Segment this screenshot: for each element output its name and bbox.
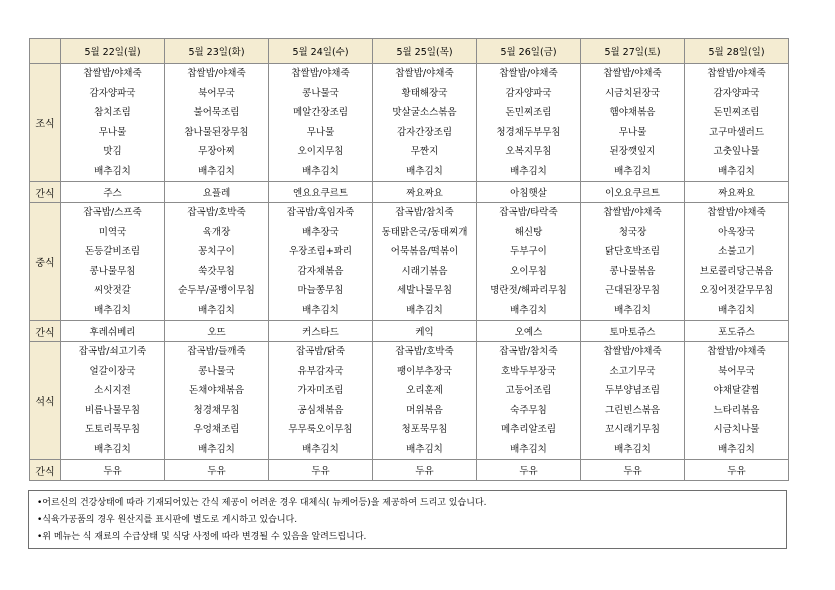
menu-item-list bbox=[581, 342, 684, 459]
menu-item: 무나물 bbox=[306, 126, 335, 138]
menu-item: 콩나물국 bbox=[198, 365, 235, 377]
menu-item: 잡곡밥/흑임자죽 bbox=[286, 207, 355, 218]
snack-cell: 짜요짜요 bbox=[685, 182, 789, 203]
menu-item: 숙주무침 bbox=[510, 404, 547, 416]
menu-item: 느타리볶음 bbox=[713, 404, 760, 416]
menu-item-list bbox=[373, 342, 476, 459]
menu-item: 유부감자국 bbox=[297, 365, 344, 377]
menu-item-list bbox=[685, 64, 788, 181]
menu-item: 배추김치 bbox=[406, 304, 443, 316]
meal-cell bbox=[61, 64, 165, 182]
menu-item: 잡곡밥/닭죽 bbox=[295, 346, 346, 357]
menu-item: 머위볶음 bbox=[406, 404, 443, 416]
menu-item: 해신탕 bbox=[514, 226, 543, 238]
menu-item: 콩나물볶음 bbox=[609, 265, 656, 277]
snack-cell: 두유 bbox=[269, 460, 373, 481]
menu-item-list bbox=[165, 342, 268, 459]
menu-item: 배추김치 bbox=[198, 165, 235, 177]
menu-item: 그린빈스볶음 bbox=[604, 404, 661, 416]
snack-row bbox=[30, 321, 789, 342]
menu-item: 무짠지 bbox=[410, 146, 439, 157]
menu-item-list bbox=[581, 64, 684, 181]
menu-item-list bbox=[685, 342, 788, 459]
meal-category-label: 석식 bbox=[30, 342, 61, 460]
menu-item: 배추김치 bbox=[718, 304, 755, 316]
meal-cell bbox=[581, 203, 685, 321]
menu-item: 감자채볶음 bbox=[297, 265, 344, 277]
menu-item: 우엉채조림 bbox=[193, 424, 240, 435]
menu-item-list bbox=[61, 64, 164, 181]
menu-item: 찹쌀밥/야채죽 bbox=[603, 207, 662, 218]
notes-box bbox=[28, 490, 787, 549]
menu-item: 무나물 bbox=[98, 126, 127, 138]
menu-item: 꼬시래기무침 bbox=[604, 424, 661, 435]
menu-item: 우장조림+꽈리 bbox=[288, 246, 353, 257]
menu-item-list bbox=[373, 64, 476, 181]
menu-item: 배추김치 bbox=[510, 304, 547, 316]
menu-item: 배추김치 bbox=[614, 443, 651, 455]
snack-cell: 후레쉬베리 bbox=[61, 321, 165, 342]
menu-item: 메추리알조림 bbox=[500, 424, 557, 435]
menu-item: 팽이부추장국 bbox=[396, 365, 453, 377]
menu-item-list bbox=[269, 64, 372, 181]
menu-item: 육개장 bbox=[202, 226, 231, 238]
menu-item: 시금치된장국 bbox=[604, 87, 661, 99]
menu-item-list bbox=[581, 203, 684, 320]
meal-cell bbox=[685, 203, 789, 321]
day-header: 5월 24일(수) bbox=[269, 39, 373, 64]
snack-cell: 두유 bbox=[685, 460, 789, 481]
menu-item-list bbox=[165, 64, 268, 181]
menu-item: 찹쌀밥/야채죽 bbox=[707, 207, 766, 218]
menu-item-list bbox=[477, 203, 580, 320]
menu-item-list bbox=[61, 342, 164, 459]
day-header: 5월 26일(금) bbox=[477, 39, 581, 64]
menu-item: 두부구이 bbox=[510, 246, 547, 257]
menu-item: 배추김치 bbox=[406, 165, 443, 177]
menu-item: 잡곡밥/들깨죽 bbox=[187, 346, 246, 357]
menu-item: 배추김치 bbox=[510, 443, 547, 455]
menu-item: 돈채야채볶음 bbox=[188, 385, 245, 396]
day-header: 5월 25일(목) bbox=[373, 39, 477, 64]
menu-item: 시래기볶음 bbox=[401, 265, 448, 277]
menu-item: 불어묵조림 bbox=[193, 107, 240, 118]
snack-cell: 이오요쿠르트 bbox=[581, 182, 685, 203]
meal-cell bbox=[165, 64, 269, 182]
day-header: 5월 23일(화) bbox=[165, 39, 269, 64]
menu-item: 미역국 bbox=[98, 226, 127, 238]
menu-item: 찹쌀밥/야채죽 bbox=[603, 346, 662, 357]
menu-item: 감자양파국 bbox=[89, 87, 136, 99]
menu-item: 잡곡밥/타락죽 bbox=[499, 207, 558, 218]
meal-category-label: 간식 bbox=[30, 460, 61, 481]
menu-item: 공심채볶음 bbox=[297, 404, 344, 416]
weekly-menu-table bbox=[29, 38, 789, 481]
menu-item: 잡곡밥/호박죽 bbox=[395, 346, 454, 357]
menu-item: 배추김치 bbox=[94, 443, 131, 455]
menu-item: 가자미조림 bbox=[297, 385, 344, 396]
menu-item: 배추김치 bbox=[510, 165, 547, 177]
meal-cell bbox=[165, 203, 269, 321]
menu-item: 배추김치 bbox=[406, 443, 443, 455]
menu-item: 꽁치구이 bbox=[198, 246, 235, 257]
menu-item: 배추김치 bbox=[94, 304, 131, 316]
menu-item-list bbox=[373, 203, 476, 320]
menu-item: 고등어조림 bbox=[505, 385, 552, 396]
menu-item: 오이무침 bbox=[510, 265, 547, 277]
menu-item: 배추김치 bbox=[302, 165, 339, 177]
meal-category-label: 간식 bbox=[30, 182, 61, 203]
menu-item: 청국장 bbox=[618, 226, 647, 238]
menu-item: 무장아찌 bbox=[198, 146, 235, 157]
snack-cell: 포도쥬스 bbox=[685, 321, 789, 342]
menu-item: 찹쌀밥/야채죽 bbox=[707, 68, 766, 79]
menu-item-list bbox=[477, 64, 580, 181]
meal-cell bbox=[61, 342, 165, 460]
meal-cell bbox=[685, 64, 789, 182]
menu-item: 배추김치 bbox=[718, 165, 755, 177]
snack-cell: 두유 bbox=[581, 460, 685, 481]
menu-item: 찹쌀밥/야채죽 bbox=[707, 346, 766, 357]
menu-item: 얼갈이장국 bbox=[89, 365, 136, 377]
meal-cell bbox=[373, 203, 477, 321]
menu-item: 오징어젓갈무무침 bbox=[699, 285, 774, 296]
menu-item-list bbox=[269, 342, 372, 459]
menu-item: 브로콜리당근볶음 bbox=[699, 265, 774, 277]
menu-item: 콩나물국 bbox=[302, 87, 339, 99]
menu-item: 아욱장국 bbox=[718, 226, 755, 238]
menu-item: 돈민찌조림 bbox=[713, 107, 760, 118]
snack-cell: 주스 bbox=[61, 182, 165, 203]
menu-item: 세발나물무침 bbox=[396, 285, 453, 296]
menu-item: 도토리묵무침 bbox=[84, 424, 141, 435]
menu-item: 명란젓/해파리무침 bbox=[490, 285, 567, 296]
menu-item: 잡곡밥/스프죽 bbox=[83, 207, 142, 218]
menu-item: 쑥갓무침 bbox=[198, 265, 235, 277]
menu-item-list bbox=[165, 203, 268, 320]
meal-cell bbox=[165, 342, 269, 460]
menu-item: 소고기무국 bbox=[609, 365, 656, 377]
menu-item: 비름나물무침 bbox=[84, 404, 141, 416]
menu-item: 잡곡밥/호박죽 bbox=[187, 207, 246, 218]
note-line: •위 메뉴는 식 재료의 수급상태 및 식당 사정에 따라 변경될 수 있음을 알려드립니다. bbox=[37, 532, 367, 542]
day-header: 5월 27일(토) bbox=[581, 39, 685, 64]
menu-item: 배추김치 bbox=[94, 165, 131, 177]
menu-item: 순두부/골뱅이무침 bbox=[178, 285, 255, 296]
menu-item: 청경채두부무침 bbox=[496, 126, 561, 138]
snack-cell: 엔요요쿠르트 bbox=[269, 182, 373, 203]
snack-cell: 아침햇살 bbox=[477, 182, 581, 203]
menu-item: 잡곡밥/참치죽 bbox=[395, 207, 454, 218]
menu-item: 어묵볶음/떡볶이 bbox=[390, 246, 459, 257]
menu-item: 맛살굴소스볶음 bbox=[392, 107, 457, 118]
menu-item: 두부양념조림 bbox=[604, 385, 661, 396]
menu-item: 참나물된장무침 bbox=[184, 126, 249, 138]
menu-item-list bbox=[685, 203, 788, 320]
menu-body bbox=[30, 64, 789, 481]
meal-cell bbox=[477, 203, 581, 321]
meal-cell bbox=[581, 64, 685, 182]
menu-item: 무나물 bbox=[618, 126, 647, 138]
snack-cell: 커스타드 bbox=[269, 321, 373, 342]
menu-item: 동태맑은국/동태찌개 bbox=[381, 226, 468, 238]
snack-cell: 토마토쥬스 bbox=[581, 321, 685, 342]
menu-item: 북어무국 bbox=[198, 87, 235, 99]
menu-item: 오리훈제 bbox=[406, 385, 443, 396]
menu-item: 참치조림 bbox=[94, 107, 131, 118]
menu-item: 오이지무침 bbox=[297, 146, 344, 157]
meal-cell bbox=[269, 64, 373, 182]
menu-item: 시금치나물 bbox=[713, 424, 760, 435]
menu-item: 감자양파국 bbox=[713, 87, 760, 99]
menu-item: 배추장국 bbox=[302, 226, 339, 238]
menu-item: 찹쌀밥/야채죽 bbox=[187, 68, 246, 79]
header-row bbox=[30, 39, 789, 64]
menu-item: 돈등갈비조림 bbox=[84, 246, 141, 257]
snack-cell: 오예스 bbox=[477, 321, 581, 342]
menu-item: 돈민찌조림 bbox=[505, 107, 552, 118]
menu-item: 소불고기 bbox=[718, 246, 755, 257]
meal-cell bbox=[269, 203, 373, 321]
meal-cell bbox=[477, 342, 581, 460]
menu-item: 배추김치 bbox=[302, 443, 339, 455]
menu-item: 잡곡밥/쇠고기죽 bbox=[78, 346, 147, 357]
meal-cell bbox=[685, 342, 789, 460]
meal-cell bbox=[581, 342, 685, 460]
menu-item-list bbox=[269, 203, 372, 320]
day-header: 5월 28일(일) bbox=[685, 39, 789, 64]
menu-item: 찹쌀밥/야채죽 bbox=[499, 68, 558, 79]
snack-row bbox=[30, 460, 789, 481]
snack-cell: 두유 bbox=[165, 460, 269, 481]
menu-item: 콩나물무침 bbox=[89, 265, 136, 277]
menu-item: 배추김치 bbox=[198, 304, 235, 316]
snack-cell: 두유 bbox=[373, 460, 477, 481]
menu-item: 야채달걀찜 bbox=[713, 385, 760, 396]
menu-item: 배추김치 bbox=[614, 304, 651, 316]
menu-item: 맛김 bbox=[103, 146, 122, 157]
snack-cell: 오뜨 bbox=[165, 321, 269, 342]
meal-row bbox=[30, 64, 789, 182]
menu-item: 고구마샐러드 bbox=[708, 126, 765, 138]
note-line: •어르신의 건강상태에 따라 기재되어있는 간식 제공이 어려운 경우 대체식( 뉴케어등)을 제공하여 드리고 있습니다. bbox=[37, 498, 487, 508]
day-header: 5월 22일(월) bbox=[61, 39, 165, 64]
menu-item: 고춧잎나물 bbox=[713, 146, 760, 157]
menu-item: 북어무국 bbox=[718, 365, 755, 377]
meal-category-label: 조식 bbox=[30, 64, 61, 182]
menu-item: 청경채무침 bbox=[193, 404, 240, 416]
menu-item: 햄야채볶음 bbox=[609, 107, 656, 118]
meal-cell bbox=[477, 64, 581, 182]
menu-item: 씨앗젓갈 bbox=[94, 285, 131, 296]
meal-cell bbox=[61, 203, 165, 321]
note-line: •식육가공품의 경우 원산지를 표시판에 별도로 게시하고 있습니다. bbox=[37, 515, 298, 525]
menu-item: 무무룩오이무침 bbox=[288, 424, 353, 435]
menu-item: 배추김치 bbox=[198, 443, 235, 455]
meal-cell bbox=[373, 342, 477, 460]
menu-item: 메알간장조림 bbox=[292, 107, 349, 118]
menu-item: 마늘쫑무침 bbox=[297, 285, 344, 296]
menu-item: 배추김치 bbox=[302, 304, 339, 316]
snack-row bbox=[30, 182, 789, 203]
meal-category-label: 중식 bbox=[30, 203, 61, 321]
snack-cell: 요플레 bbox=[165, 182, 269, 203]
snack-cell: 케익 bbox=[373, 321, 477, 342]
menu-item: 찹쌀밥/야채죽 bbox=[395, 68, 454, 79]
menu-item: 청포묵무침 bbox=[401, 424, 448, 435]
meal-category-label: 간식 bbox=[30, 321, 61, 342]
snack-cell: 두유 bbox=[61, 460, 165, 481]
menu-item: 오복지무침 bbox=[505, 146, 552, 157]
meal-cell bbox=[373, 64, 477, 182]
menu-item: 찹쌀밥/야채죽 bbox=[291, 68, 350, 79]
menu-item: 닭단호박조림 bbox=[604, 246, 661, 257]
menu-item: 소시지전 bbox=[94, 385, 131, 396]
menu-item: 감자간장조림 bbox=[396, 126, 453, 138]
snack-cell: 짜요짜요 bbox=[373, 182, 477, 203]
menu-item: 감자양파국 bbox=[505, 87, 552, 99]
menu-item: 황태해장국 bbox=[401, 87, 448, 99]
menu-item: 잡곡밥/참치죽 bbox=[499, 346, 558, 357]
menu-item-list bbox=[61, 203, 164, 320]
menu-item: 배추김치 bbox=[718, 443, 755, 455]
corner-cell bbox=[30, 39, 61, 64]
snack-cell: 두유 bbox=[477, 460, 581, 481]
meal-row bbox=[30, 342, 789, 460]
menu-item: 근대된장무침 bbox=[604, 285, 661, 296]
menu-item: 된장깻잎지 bbox=[609, 146, 656, 157]
menu-item: 호박두부장국 bbox=[500, 365, 557, 377]
menu-item-list bbox=[477, 342, 580, 459]
menu-item: 배추김치 bbox=[614, 165, 651, 177]
menu-item: 찹쌀밥/야채죽 bbox=[603, 68, 662, 79]
menu-item: 찹쌀밥/야채죽 bbox=[83, 68, 142, 79]
meal-cell bbox=[269, 342, 373, 460]
meal-row bbox=[30, 203, 789, 321]
